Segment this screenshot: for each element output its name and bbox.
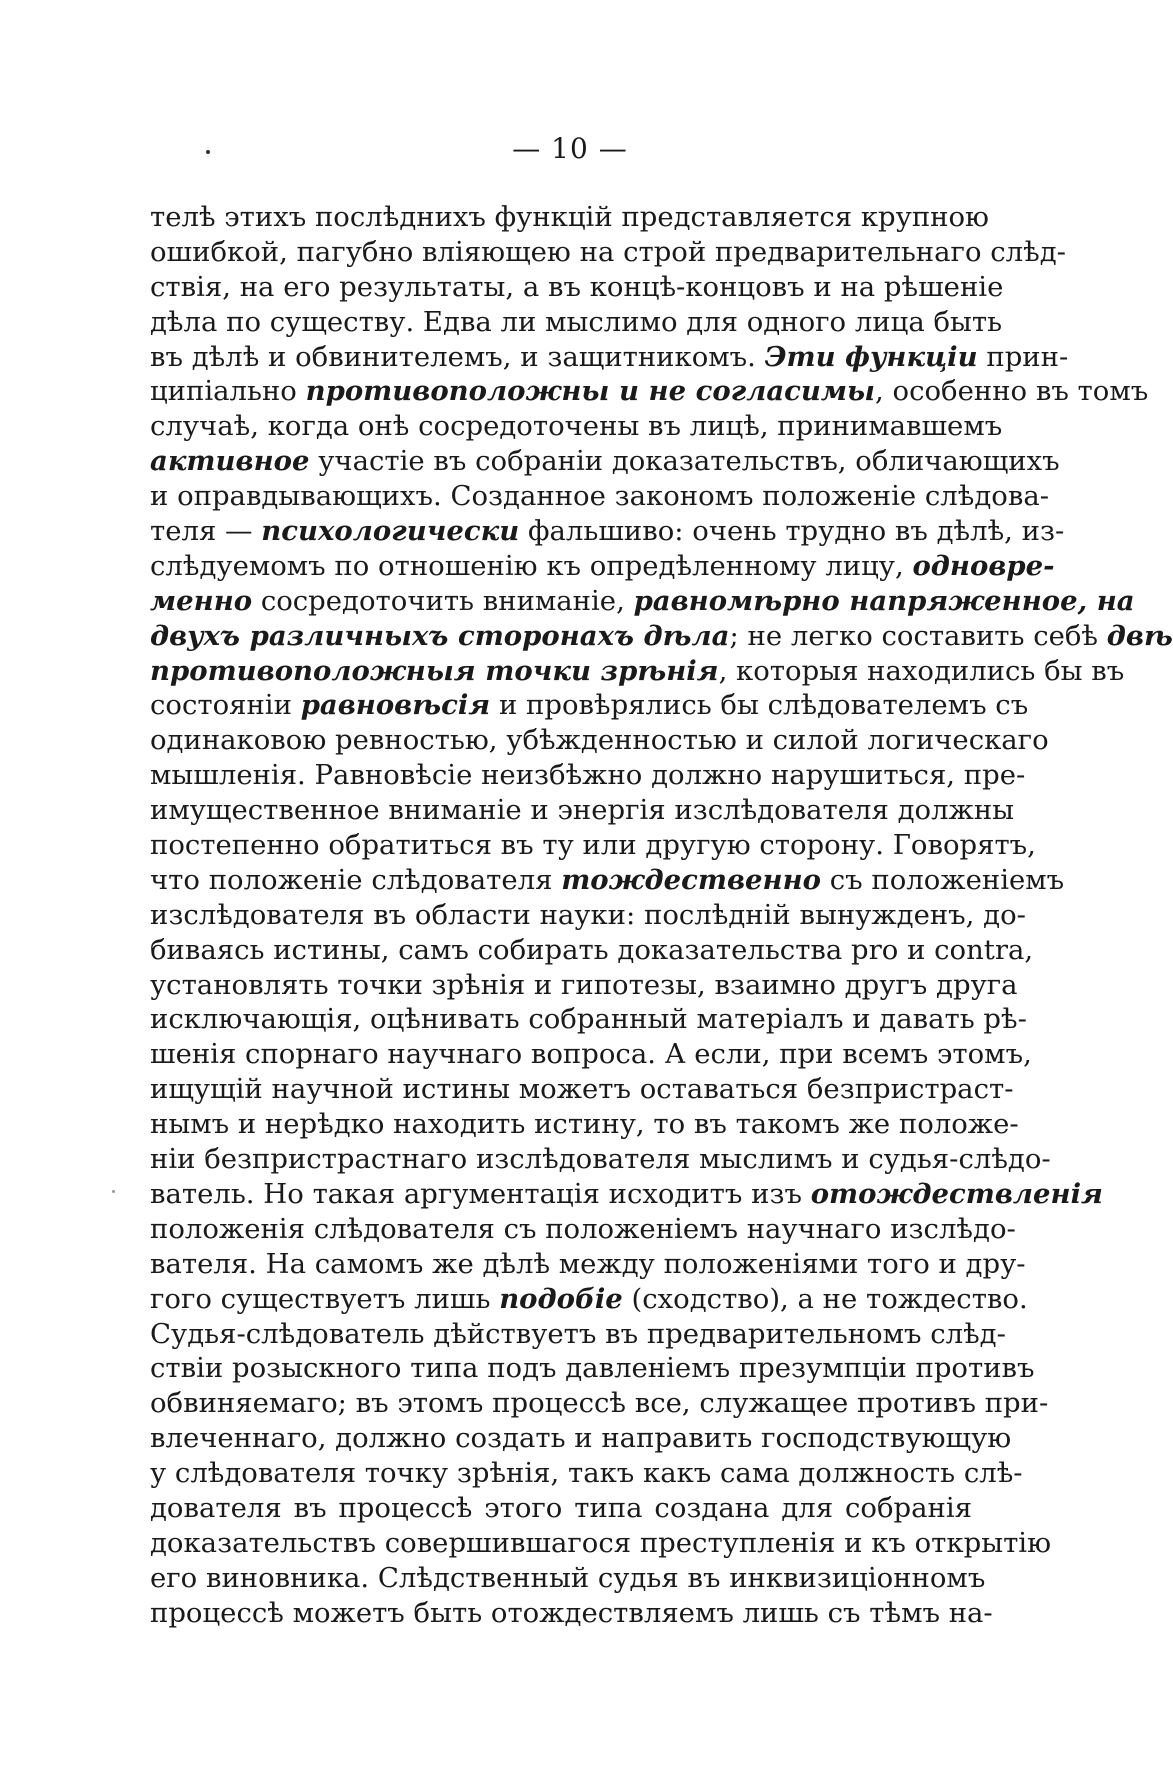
text-segment: обвиняемаго; въ этомъ процессѣ все, служащее противъ при- (150, 1387, 1049, 1420)
text-line (150, 479, 1050, 514)
text-segment: ципіально (150, 375, 306, 408)
text-segment: нымъ и нерѣдко находить истину, то въ такомъ же положе- (150, 1108, 1019, 1141)
text-segment: одинаковою ревностью, убѣжденностью и силой логическаго (150, 724, 1049, 757)
emphasis-text: менно (150, 584, 253, 617)
text-line (150, 688, 1029, 723)
emphasis-text: психологически (261, 515, 520, 548)
text-line (150, 828, 1036, 863)
text-line (150, 654, 1125, 689)
text-line (150, 1212, 1016, 1247)
text-segment: случаѣ, когда онѣ сосредоточены въ лицѣ, принимавшемъ (150, 410, 1003, 443)
text-line (150, 1317, 1006, 1352)
text-segment: положенія слѣдователя съ положеніемъ научнаго изслѣдо- (150, 1212, 1016, 1245)
text-segment: шенія спорнаго научнаго вопроса. А если, при всемъ этомъ, (150, 1038, 1032, 1071)
text-segment: Судья-слѣдователь дѣйствуетъ въ предварительномъ слѣд- (150, 1317, 1006, 1350)
text-segment: сосредоточить вниманіе, (252, 584, 634, 617)
text-segment: , особенно въ томъ (875, 375, 1149, 408)
text-line (150, 270, 1004, 305)
text-line (150, 1596, 993, 1631)
text-segment: телѣ этихъ послѣднихъ функцій представляется крупною (150, 201, 989, 233)
emphasis-text: равномѣрно напряженное, на (633, 584, 1135, 617)
text-line (150, 758, 1026, 793)
emphasis-text: тождественно (561, 863, 821, 896)
text-segment: фальшиво: очень трудно въ дѣлѣ, из- (519, 515, 1065, 548)
text-segment: его виновника. Слѣдственный судья въ инквизиціонномъ (150, 1561, 986, 1594)
emphasis-text: двухъ различныхъ сторонахъ дѣла (150, 619, 730, 652)
text-line (150, 200, 989, 235)
emphasis-text: равновѣсія (300, 689, 491, 722)
text-segment: биваясь истины, самъ собирать доказательства pro и contra, (150, 933, 1034, 966)
text-segment: доказательствъ совершившагося преступленія и къ открытію (150, 1526, 1052, 1559)
text-segment: у слѣдователя точку зрѣнія, такъ какъ сама должность слѣ- (150, 1457, 1023, 1490)
text-line (150, 1526, 1052, 1561)
text-line (150, 898, 1026, 933)
text-line (150, 863, 1065, 898)
text-line (150, 514, 1065, 549)
text-segment: (сходство), а не тождество. (622, 1282, 1028, 1315)
text-segment: постепенно обратиться въ ту или другую сторону. Говорятъ, (150, 829, 1036, 862)
text-segment: исключающія, оцѣнивать собранный матеріалъ и давать рѣ- (150, 1003, 1027, 1036)
text-line (150, 444, 1060, 479)
emphasis-text: отождествленія (810, 1177, 1103, 1210)
text-segment: установлять точки зрѣнія и гипотезы, взаимно другъ друга (150, 968, 1018, 1001)
text-line (150, 1456, 1023, 1491)
text-segment: мышленія. Равновѣсіе неизбѣжно должно нарушиться, пре- (150, 759, 1026, 792)
text-line (150, 1491, 972, 1526)
text-segment: ошибкой, пагубно вліяющею на строй предварительнаго слѣд- (150, 235, 1066, 268)
text-segment: имущественное вниманіе и энергія изслѣдователя должны (150, 794, 1015, 827)
emphasis-text: противоположны и не согласимы (305, 375, 876, 408)
emphasis-text: подобіе (499, 1282, 623, 1315)
body-text (150, 200, 1173, 1631)
text-line (150, 1351, 1035, 1386)
text-segment: ствіи розыскного типа подъ давленіемъ презумпціи противъ (150, 1352, 1035, 1385)
text-line (150, 1107, 1019, 1142)
text-line (150, 409, 1003, 444)
text-line (150, 619, 1173, 654)
text-line (150, 305, 1003, 340)
text-segment: и провѣрялись бы слѣдователемъ съ (490, 689, 1029, 722)
text-line (150, 793, 1015, 828)
text-segment: съ положеніемъ (821, 863, 1065, 896)
emphasis-text: противоположныя точки зрѣнія (150, 654, 719, 687)
text-line (150, 1177, 1103, 1212)
text-segment: ніи безпристрастнаго изслѣдователя мыслимъ и судья-слѣдо- (150, 1143, 1051, 1176)
text-line (150, 1002, 1027, 1037)
text-line (150, 1421, 1012, 1456)
text-segment: дѣла по существу. Едва ли мыслимо для одного лица быть (150, 305, 1003, 338)
emphasis-text: двѣ (1106, 619, 1173, 652)
text-line (150, 1037, 1032, 1072)
emphasis-text: одновре- (912, 549, 1055, 582)
text-segment: и оправдывающихъ. Созданное закономъ положеніе слѣдова- (150, 480, 1050, 513)
text-segment: ; не легко составить себѣ (729, 619, 1107, 652)
text-line (150, 549, 1055, 584)
page-number: — 10 — (512, 132, 628, 165)
text-line (150, 1142, 1051, 1177)
text-line (150, 1386, 1049, 1421)
text-line (150, 968, 1018, 1003)
text-line (150, 933, 1034, 968)
text-segment: дователя въ процессѣ этого типа создана для собранія (150, 1491, 972, 1524)
emphasis-text: Эти функціи (764, 340, 978, 373)
text-segment: состояніи (150, 689, 301, 722)
text-segment: вателя. На самомъ же дѣлѣ между положеніями того и дру- (150, 1247, 1026, 1280)
text-line (150, 235, 1066, 270)
text-line (150, 584, 1135, 619)
text-line (150, 723, 1049, 758)
text-segment: участіе въ собраніи доказательствъ, обличающихъ (309, 445, 1060, 478)
text-line (150, 1561, 986, 1596)
text-segment: въ дѣлѣ и обвинителемъ, и защитникомъ. (150, 340, 765, 373)
text-segment: , которыя находились бы въ (718, 654, 1125, 687)
text-segment: слѣдуемомъ по отношенію къ опредѣленному лицу, (150, 549, 913, 582)
text-segment: теля — (150, 515, 262, 548)
text-line (150, 1072, 1014, 1107)
text-segment: ищущій научной истины можетъ оставаться безпристраст- (150, 1073, 1014, 1106)
text-segment: процессѣ можетъ быть отождествляемъ лишь съ тѣмъ на- (150, 1596, 993, 1629)
text-line (150, 1247, 1026, 1282)
text-segment: гого существуетъ лишь (150, 1282, 500, 1315)
text-line (150, 374, 1149, 409)
text-line (150, 1282, 1028, 1317)
text-segment: прин- (977, 340, 1069, 373)
text-line (150, 340, 1069, 375)
text-segment: что положеніе слѣдователя (150, 863, 562, 896)
margin-ink-mark (112, 1190, 115, 1193)
text-segment: ватель. Но такая аргументація исходитъ изъ (150, 1177, 811, 1210)
emphasis-text: активное (150, 445, 310, 478)
text-segment: влеченнаго, должно создать и направить господствующую (150, 1422, 1012, 1455)
text-segment: изслѣдователя въ области науки: послѣдній вынужденъ, до- (150, 898, 1026, 931)
text-segment: ствія, на его результаты, а въ концѣ-концовъ и на рѣшеніе (150, 270, 1004, 303)
